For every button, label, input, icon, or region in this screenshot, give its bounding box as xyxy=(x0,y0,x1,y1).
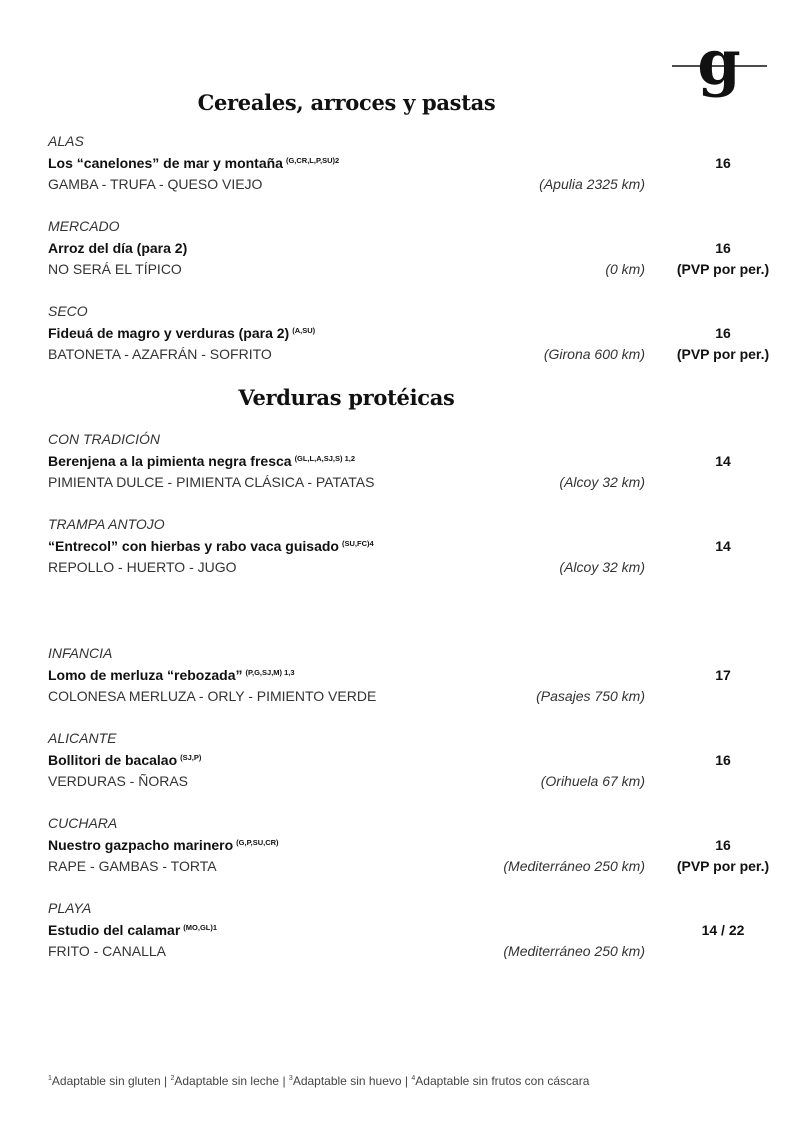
footnote-separator: | xyxy=(401,1074,412,1088)
item-description: GAMBA - TRUFA - QUESO VIEJO xyxy=(48,176,263,192)
item-name-text: Arroz del día (para 2) xyxy=(48,239,188,256)
price-line: (PVP por per.) xyxy=(676,346,770,362)
item-allergens: (SU,FC)4 xyxy=(341,538,374,548)
menu-item xyxy=(48,728,778,794)
item-description: REPOLLO - HUERTO - JUGO xyxy=(48,559,237,575)
item-origin: (Apulia 2325 km) xyxy=(539,176,645,192)
footnote xyxy=(48,1074,589,1088)
menu-item xyxy=(48,301,778,367)
item-allergens: (G,CR,L,P,SU)2 xyxy=(285,155,340,165)
item-description: NO SERÁ EL TÍPICO xyxy=(48,261,182,277)
item-category: SECO xyxy=(48,303,88,319)
item-category: MERCADO xyxy=(48,218,120,234)
menu-item xyxy=(48,514,778,580)
price-line: 14 xyxy=(715,452,731,469)
item-name-text: Los “canelones” de mar y montaña xyxy=(48,154,283,171)
menu-item xyxy=(48,643,778,709)
item-description: PIMIENTA DULCE - PIMIENTA CLÁSICA - PATATAS xyxy=(48,474,375,490)
item-category: ALAS xyxy=(48,133,84,149)
item-price xyxy=(663,323,783,366)
footnote-separator: | xyxy=(160,1074,171,1088)
item-price xyxy=(663,750,783,772)
item-name-text: Lomo de merluza “rebozada” xyxy=(48,666,243,683)
item-price xyxy=(663,451,783,473)
price-line: 14 / 22 xyxy=(701,921,745,938)
item-origin: (Girona 600 km) xyxy=(543,346,645,362)
menu-item xyxy=(48,131,778,197)
price-line: 16 xyxy=(715,751,731,768)
item-allergens: (MO,GL)1 xyxy=(183,922,218,932)
item-description: RAPE - GAMBAS - TORTA xyxy=(48,858,217,874)
price-line: (PVP por per.) xyxy=(676,261,770,277)
price-line: 16 xyxy=(715,324,731,341)
item-category: INFANCIA xyxy=(48,645,113,661)
footnote-text: Adaptable sin leche xyxy=(174,1074,280,1088)
item-origin: (Mediterráneo 250 km) xyxy=(503,858,645,874)
item-category: CUCHARA xyxy=(48,815,118,831)
item-category: CON TRADICIÓN xyxy=(48,431,160,447)
item-origin: (Alcoy 32 km) xyxy=(559,474,645,490)
footnote-separator: | xyxy=(279,1074,289,1088)
footnote-mark: 1 xyxy=(48,1075,52,1082)
item-allergens: (G,P,SU,CR) xyxy=(236,837,279,847)
item-price xyxy=(663,665,783,687)
item-price xyxy=(663,153,783,175)
item-origin: (Mediterráneo 250 km) xyxy=(503,943,645,959)
footnote-text: Adaptable sin frutos con cáscara xyxy=(415,1074,590,1088)
item-name-text: Bollitori de bacalao xyxy=(48,751,178,768)
section-title-cereales: Cereales, arroces y pastas xyxy=(197,90,496,115)
price-line: (PVP por per.) xyxy=(676,858,770,874)
footnote-text: Adaptable sin huevo xyxy=(292,1074,402,1088)
item-name-text: Berenjena a la pimienta negra fresca xyxy=(48,452,292,469)
svg-text:g: g xyxy=(697,34,741,99)
item-origin: (Orihuela 67 km) xyxy=(540,773,645,789)
price-line: 16 xyxy=(715,154,731,171)
item-category: ALICANTE xyxy=(48,730,117,746)
item-name-text: Estudio del calamar xyxy=(48,921,181,938)
item-allergens: (GL,L,A,SJ,S) 1,2 xyxy=(294,453,355,463)
item-allergens: (P,G,SJ,M) 1,3 xyxy=(245,667,295,677)
footnote-text: Adaptable sin gluten xyxy=(51,1074,161,1088)
item-origin: (Pasajes 750 km) xyxy=(536,688,645,704)
item-name-text: Nuestro gazpacho marinero xyxy=(48,836,234,853)
menu-item xyxy=(48,429,778,495)
item-description: COLONESA MERLUZA - ORLY - PIMIENTO VERDE xyxy=(48,688,377,704)
menu-item xyxy=(48,216,778,282)
item-price xyxy=(663,835,783,878)
item-description: VERDURAS - ÑORAS xyxy=(48,773,189,789)
item-price xyxy=(663,238,783,281)
price-line: 17 xyxy=(715,666,731,683)
item-description: BATONETA - AZAFRÁN - SOFRITO xyxy=(48,346,272,362)
price-line: 14 xyxy=(715,537,731,554)
item-origin: (Alcoy 32 km) xyxy=(559,559,645,575)
price-line: 16 xyxy=(715,836,731,853)
item-category: TRAMPA ANTOJO xyxy=(48,516,165,532)
item-category: PLAYA xyxy=(48,900,92,916)
item-price xyxy=(663,536,783,558)
menu-item xyxy=(48,813,778,879)
item-price xyxy=(663,920,783,942)
item-origin: (0 km) xyxy=(605,261,645,277)
item-allergens: (SJ,P) xyxy=(180,752,202,762)
item-description: FRITO - CANALLA xyxy=(48,943,166,959)
item-name-text: “Entrecol” con hierbas y rabo vaca guisado xyxy=(48,537,339,554)
footnote-mark: 2 xyxy=(170,1075,175,1082)
item-allergens: (A,SU) xyxy=(292,325,316,335)
item-name-text: Fideuá de magro y verduras (para 2) xyxy=(48,324,290,341)
menu-item xyxy=(48,898,778,964)
section-title-verduras: Verduras protéicas xyxy=(238,385,455,410)
price-line: 16 xyxy=(715,239,731,256)
footnote-mark: 4 xyxy=(411,1075,416,1082)
footnote-mark: 3 xyxy=(288,1075,293,1082)
